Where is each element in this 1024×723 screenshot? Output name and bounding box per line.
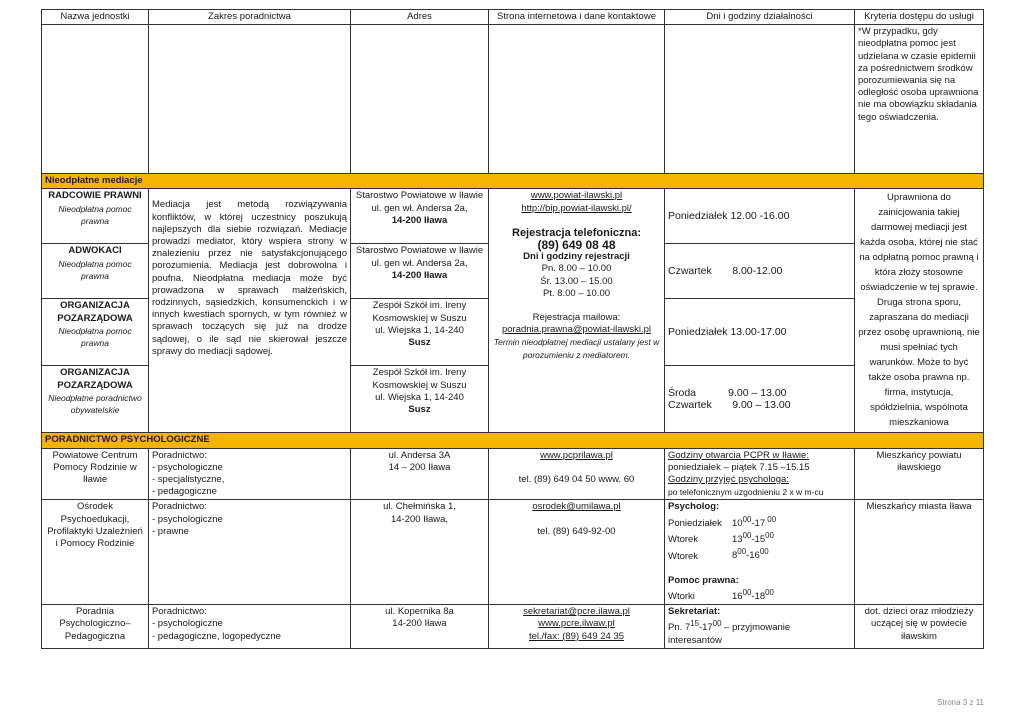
unit-name: Poradnia Psychologiczno– Pedagogiczna <box>42 605 149 649</box>
scope-cell: Poradnictwo: - psychologiczne - specjalistyczne, - pedagogiczne <box>149 448 351 500</box>
contact-cell: osrodek@umilawa.pl tel. (89) 649-92-00 <box>489 500 665 605</box>
unit-address: Starostwo Powiatowe w Iławie ul. gen wł. Andersa 2a, 14-200 Iława <box>351 244 489 299</box>
unit-address: Zespół Szkół im. Ireny Kosmowskiej w Suszu ul. Wiejska 1, 14-240 Susz <box>351 299 489 366</box>
schedule-cell: Poniedziałek 13.00-17.00 <box>665 299 855 366</box>
hours-cell: Psycholog: Poniedziałek $10^{00}-17$ $^{00}$ Wtorek $13^{00}-15^{00}$ Wtorek $8^{00}-16^{00}$ Pomoc prawna: Wtorki $16^{00}-18^{00}$ <box>665 500 855 605</box>
website-link[interactable]: www.pcprilawa.pl <box>540 449 613 461</box>
header-cell: Dni i godziny działalności <box>665 10 855 25</box>
unit-address: Starostwo Powiatowe w Iławie ul. gen wł. Andersa 2a, 14-200 Iława <box>351 189 489 244</box>
header-cell: Adres <box>351 10 489 25</box>
header-cell: Zakres poradnictwa <box>149 10 351 25</box>
criteria-cell: Mieszkańcy powiatu iławskiego <box>855 448 984 500</box>
unit-name: ADWOKACI Nieodpłatna pomoc prawna <box>42 244 149 299</box>
unit-name: Ośrodek Psychoedukacji, Profilaktyki Uzależnień i Pomocy Rodzinie <box>42 500 149 605</box>
header-cell: Nazwa jednostki <box>42 10 149 25</box>
mediation-criteria: Uprawniona do zainicjowania takiej darmowej mediacji jest każda osoba, której nie stać na odpłatną pomoc prawną i która złoży stosowne oświadczenie w tej sprawie. Druga strona sporu, zapraszana do mediacji przez osobę uprawnioną, nie musi spełniać tych warunków. Może to być także osoba prawna np. firma, instytucja, spółdzielnia, wspólnota mieszkaniowa <box>855 189 984 433</box>
psych-row <box>42 500 984 605</box>
schedule-cell: Czwartek 8.00-12.00 <box>665 244 855 299</box>
mediation-contact: www.powiat-ilawski.pl http://bip.powiat-ilawski.pl/ Rejestracja telefoniczna: (89) 649 08 48 Dni i godziny rejestracji Pn. 8.00 – 10.00 Śr. 13.00 – 15.00 Pt. 8.00 – 10.00 Rejestracja mailowa: poradnia.prawna@powiat-ilawski.pl Termin nieodpłatnej mediacji ustalany jest w porozumieniu z mediatorem. <box>489 189 665 433</box>
hours-cell: Sekretariat: Pn. $7^{15}-17^{00}$ – przyjmowanie interesantów <box>665 605 855 649</box>
unit-name: RADCOWIE PRAWNI Nieodpłatna pomoc prawna <box>42 189 149 244</box>
schedule-cell: Poniedziałek 12.00 -16.00 <box>665 189 855 244</box>
email-link[interactable]: sekretariat@pcre.ilawa.pl <box>523 606 630 618</box>
mail-link[interactable]: poradnia.prawna@powiat-ilawski.pl <box>501 324 652 336</box>
unit-name: ORGANIZACJA POZARZĄDOWA Nieodpłatna pomoc prawna <box>42 299 149 366</box>
mediation-description: Mediacja jest metodą rozwiązywania konfliktów, w której uczestnicy poszukują najlepszych dla siebie rozwiązań. Mediacje prowadzi mediator, który wspiera strony w znalezieniu przez nie satysfakcjonującego porozumienia. Mediacja jest dobrowolna i poufna. Nieodpłatna mediacja może być prowadzona w sprawach małżeńskich, rodzinnych, sąsiedzkich, konsumenckich i w innych kwestiach spornych, w tym również w sprawach toczących się już na drodze sądowej, o ile sąd nie skierował jeszcze sprawy do mediacji sądowej. <box>149 189 351 433</box>
scope-cell: Poradnictwo: - psychologiczne - pedagogiczne, logopedyczne <box>149 605 351 649</box>
header-row <box>42 10 984 25</box>
psych-row <box>42 448 984 500</box>
psych-row <box>42 605 984 649</box>
phone-number: (89) 649 08 48 <box>537 238 616 253</box>
bip-link[interactable]: http://bip.powiat-ilawski.pl/ <box>521 202 632 214</box>
unit-address: Zespół Szkół im. Ireny Kosmowskiej w Suszu ul. Wiejska 1, 14-240 Susz <box>351 366 489 433</box>
section-header-mediation: Nieodpłatne mediacje <box>42 174 984 189</box>
website-link[interactable]: www.pcre.ilwaw.pl <box>538 618 615 630</box>
hours-cell: Godziny otwarcia PCPR w Iławie: poniedziałek – piątek 7.15 –15.15 Godziny przyjęć psychologa: po telefonicznym uzgodnieniu 2 x w m-cu <box>665 448 855 500</box>
scope-cell: Poradnictwo: - psychologiczne - prawne <box>149 500 351 605</box>
unit-address: ul. Chełmińska 1, 14-200 Iława, <box>351 500 489 605</box>
top-note: *W przypadku, gdy nieodpłatna pomoc jest udzielana w czasie epidemii za pośrednictwem środków porozumiewania się na odległość osoba uprawniona nie ma obowiązku składania tego oświadczenia. <box>855 25 984 174</box>
unit-name: Powiatowe Centrum Pomocy Rodzinie w Iławie <box>42 448 149 500</box>
unit-address: ul. Kopernika 8a 14-200 Iława <box>351 605 489 649</box>
unit-address: ul. Andersa 3A 14 – 200 Iława <box>351 448 489 500</box>
website-link[interactable]: www.powiat-ilawski.pl <box>530 190 623 202</box>
criteria-cell: Mieszkańcy miasta Iława <box>855 500 984 605</box>
email-link[interactable]: osrodek@umilawa.pl <box>532 501 621 513</box>
services-table <box>41 9 984 649</box>
continued-row <box>42 25 984 174</box>
unit-name: ORGANIZACJA POZARZĄDOWA Nieodpłatne poradnictwo obywatelskie <box>42 366 149 433</box>
section-header-psych: PORADNICTWO PSYCHOLOGICZNE <box>42 433 984 448</box>
header-cell: Strona internetowa i dane kontaktowe <box>489 10 665 25</box>
header-cell: Kryteria dostępu do usługi <box>855 10 984 25</box>
criteria-cell: dot. dzieci oraz młodzieży uczącej się w powiecie iławskim <box>855 605 984 649</box>
page-number: Strona 3 z 11 <box>937 698 984 707</box>
contact-cell: sekretariat@pcre.ilawa.pl www.pcre.ilwaw.pl tel./fax: (89) 649 24 35 <box>489 605 665 649</box>
contact-cell: www.pcprilawa.pl tel. (89) 649 04 50 www. 60 <box>489 448 665 500</box>
mediation-row <box>42 189 984 244</box>
schedule-cell: Środa 9.00 – 13.00 Czwartek 9.00 – 13.00 <box>665 366 855 433</box>
